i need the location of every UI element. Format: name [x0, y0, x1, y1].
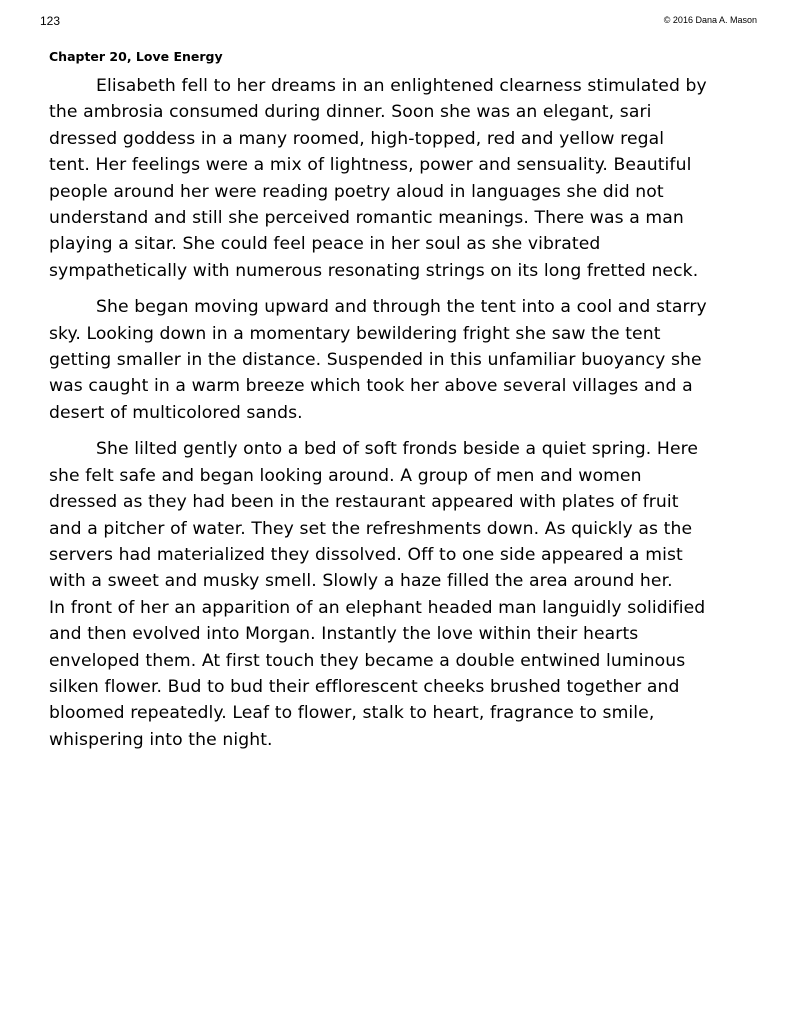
text-line: people around her were reading poetry aloud in languages she did not: [49, 181, 664, 202]
page-number: 123: [40, 14, 61, 28]
text-line: getting smaller in the distance. Suspended in this unfamiliar buoyancy she: [49, 350, 702, 371]
text-line: silken flower. Bud to bud their efflorescent cheeks brushed together and: [49, 676, 680, 697]
text-line: dressed as they had been in the restaurant appeared with plates of fruit: [49, 492, 679, 513]
paragraph-1: [49, 73, 751, 284]
text-line: She lilted gently onto a bed of soft fronds beside a quiet spring. Here: [96, 439, 699, 460]
text-line: bloomed repeatedly. Leaf to flower, stalk to heart, fragrance to smile,: [49, 703, 655, 724]
text-line: servers had materialized they dissolved. Off to one side appeared a mist: [49, 544, 683, 565]
body-text: [49, 73, 751, 763]
text-line: whispering into the night.: [49, 729, 273, 750]
text-line: understand and still she perceived romantic meanings. There was a man: [49, 208, 684, 229]
text-line: the ambrosia consumed during dinner. Soon she was an elegant, sari: [49, 102, 652, 123]
text-line: Elisabeth fell to her dreams in an enlightened clearness stimulated by: [96, 76, 707, 96]
text-line: and a pitcher of water. They set the refreshments down. As quickly as the: [49, 518, 693, 539]
text-line: she felt safe and began looking around. A group of men and women: [49, 465, 642, 486]
text-line: and then evolved into Morgan. Instantly the love within their hearts: [49, 624, 639, 645]
paragraph-3: [49, 436, 751, 753]
text-line: In front of her an apparition of an elephant headed man languidly solidified: [49, 597, 706, 618]
text-line: was caught in a warm breeze which took her above several villages and a: [49, 376, 693, 397]
text-line: She began moving upward and through the tent into a cool and starry: [96, 297, 707, 318]
chapter-title: Chapter 20, Love Energy: [49, 49, 223, 64]
text-line: playing a sitar. She could feel peace in her soul as she vibrated: [49, 234, 601, 255]
text-line: sympathetically with numerous resonating strings on its long fretted neck.: [49, 260, 699, 281]
text-line: enveloped them. At first touch they became a double entwined luminous: [49, 650, 686, 671]
text-line: tent. Her feelings were a mix of lightness, power and sensuality. Beautiful: [49, 155, 692, 176]
paragraph-2: [49, 294, 751, 426]
text-line: with a sweet and musky smell. Slowly a haze filled the area around her.: [49, 571, 673, 592]
text-line: sky. Looking down in a momentary bewildering fright she saw the tent: [49, 323, 661, 344]
text-line: desert of multicolored sands.: [49, 402, 303, 423]
copyright-notice: © 2016 Dana A. Mason: [663, 15, 757, 25]
text-line: dressed goddess in a many roomed, high-topped, red and yellow regal: [49, 128, 665, 149]
